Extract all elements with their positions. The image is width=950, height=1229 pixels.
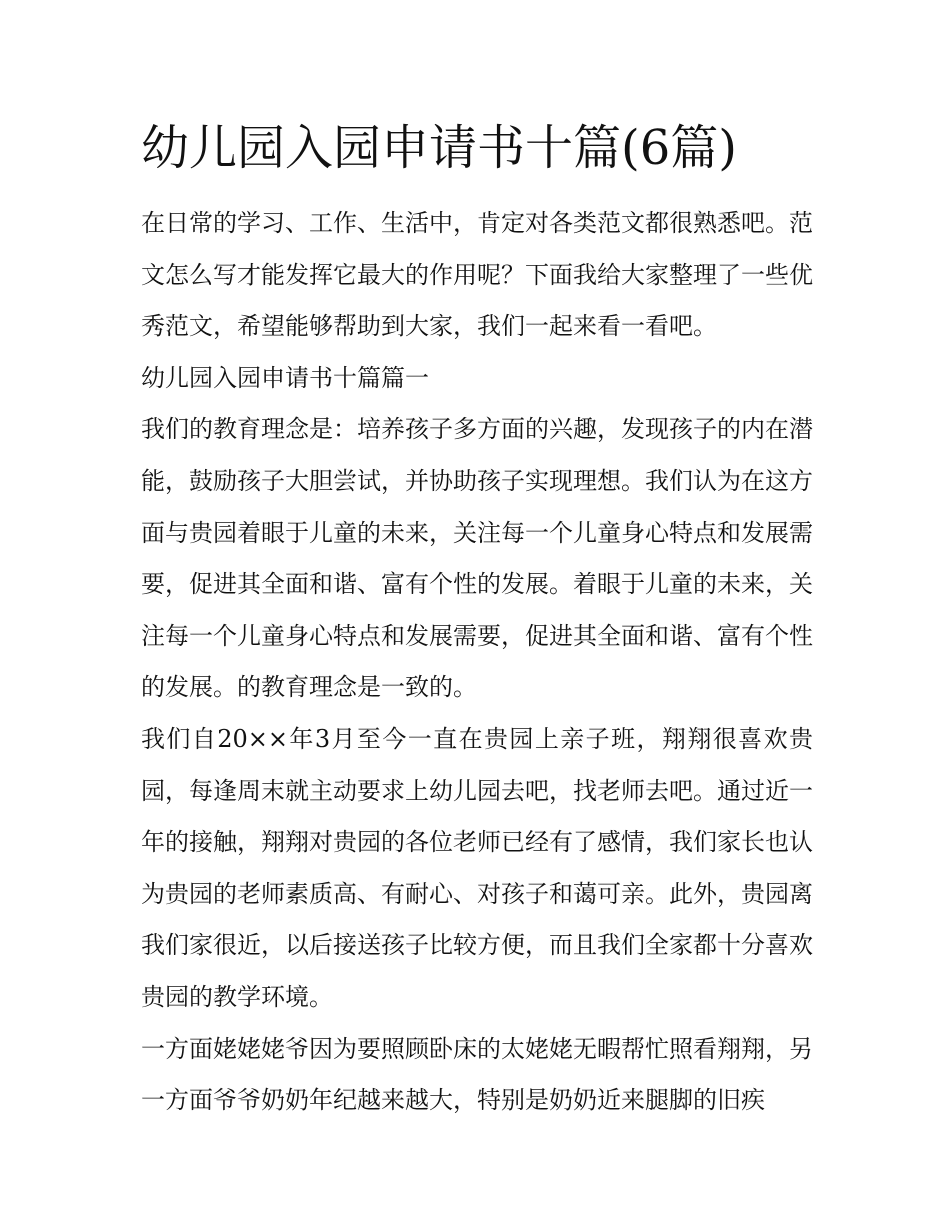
body-paragraph: 一方面姥姥姥爷因为要照顾卧床的太姥姥无暇帮忙照看翔翔，另一方面爷爷奶奶年纪越来越大，特别是奶奶近来腿脚的旧疾 [141, 1034, 813, 1115]
intro-paragraph: 在日常的学习、工作、生活中，肯定对各类范文都很熟悉吧。范文怎么写才能发挥它最大的作用呢？下面我给大家整理了一些优秀范文，希望能够帮助到大家，我们一起来看一看吧。 [141, 209, 813, 341]
document-title: 幼儿园入园申请书十篇(6篇) [141, 120, 737, 176]
section-heading: 幼儿园入园申请书十篇篇一 [141, 363, 429, 392]
body-paragraph: 我们自20××年3月至今一直在贵园上亲子班，翔翔很喜欢贵园，每逢周末就主动要求上幼儿园去吧，找老师去吧。通过近一年的接触，翔翔对贵园的各位老师已经有了感情，我们家长也认为贵园的老师素质高、有耐心、对孩子和蔼可亲。此外，贵园离我们家很近，以后接送孩子比较方便，而且我们全家都十分喜欢贵园的教学环境。 [141, 724, 813, 1011]
document-body [141, 112, 813, 1127]
body-paragraph: 我们的教育理念是：培养孩子多方面的兴趣，发现孩子的内在潜能，鼓励孩子大胆尝试，并协助孩子实现理想。我们认为在这方面与贵园着眼于儿童的未来，关注每一个儿童身心特点和发展需要，促进其全面和谐、富有个性的发展。着眼于儿童的未来，关注每一个儿童身心特点和发展需要，促进其全面和谐、富有个性的发展。的教育理念是一致的。 [141, 415, 813, 702]
